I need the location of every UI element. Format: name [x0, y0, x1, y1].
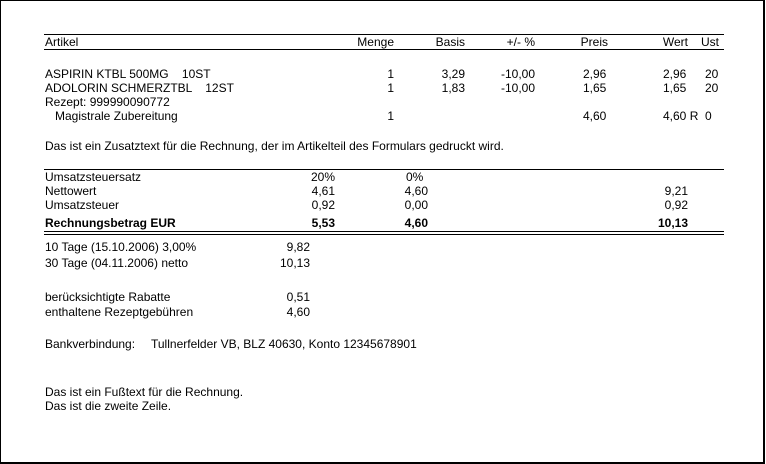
summary-c1: 4,61: [311, 184, 335, 198]
summary-label: Umsatzsteuer: [45, 198, 120, 212]
item-menge: 1: [387, 109, 394, 123]
summary-top-rule: [44, 169, 724, 170]
summary-c2: 0,00: [404, 198, 428, 212]
item-preis: 4,60: [583, 109, 607, 123]
header-bottom-rule: [44, 49, 724, 50]
item-preis: 1,65: [583, 81, 607, 95]
item-menge: 1: [387, 67, 394, 81]
discount-value: 0,51: [286, 290, 310, 304]
invoice-total-c1: 5,53: [311, 216, 335, 230]
item-ust: 20: [705, 67, 719, 81]
total-double-rule-2: [44, 234, 724, 235]
summary-label: Umsatzsteuersatz: [45, 170, 142, 184]
total-double-rule-1: [44, 231, 724, 232]
footer-line: Das ist ein Fußtext für die Rechnung.: [45, 385, 244, 399]
item-wert: 2,96: [663, 67, 687, 81]
col-wert: Wert: [662, 35, 688, 49]
item-ust: 20: [705, 81, 719, 95]
item-wert: 1,65: [663, 81, 687, 95]
col-rabatt: +/- %: [506, 35, 535, 49]
invoice-total-c2: 4,60: [404, 216, 428, 230]
term-label: 10 Tage (15.10.2006) 3,00%: [45, 240, 197, 254]
item-artikel: ADOLORIN SCHMERZTBL 12ST: [45, 81, 234, 95]
col-basis: Basis: [435, 35, 465, 49]
discount-label: berücksichtigte Rabatte: [45, 290, 171, 304]
item-preis: 2,96: [583, 67, 607, 81]
summary-total: 0,92: [664, 198, 688, 212]
summary-c2: 0%: [406, 170, 424, 184]
summary-total: 9,21: [664, 184, 688, 198]
col-menge: Menge: [357, 35, 394, 49]
zusatztext: Das ist ein Zusatztext für die Rechnung, der im Artikelteil des Formulars gedruckt wird.: [45, 139, 504, 153]
item-basis: 3,29: [441, 67, 465, 81]
term-label: 30 Tage (04.11.2006) netto: [45, 256, 189, 270]
col-artikel: Artikel: [45, 35, 79, 49]
bank-label: Bankverbindung:: [45, 337, 136, 351]
item-rezept: Rezept: 999990090772: [45, 95, 170, 109]
discount-value: 4,60: [286, 305, 310, 319]
invoice-total: 10,13: [657, 216, 688, 230]
item-rabatt: -10,00: [500, 67, 535, 81]
item-wert: 4,60 R: [663, 109, 699, 123]
item-artikel: Magistrale Zubereitung: [45, 109, 178, 123]
item-artikel: ASPIRIN KTBL 500MG 10ST: [45, 67, 211, 81]
item-ust: 0: [705, 109, 712, 123]
col-preis: Preis: [580, 35, 608, 49]
summary-c1: 20%: [310, 170, 335, 184]
footer-line: Das ist die zweite Zeile.: [45, 399, 172, 413]
summary-c1: 0,92: [311, 198, 335, 212]
bank-value: Tullnerfelder VB, BLZ 40630, Konto 12345678901: [151, 337, 417, 351]
discount-label: enthaltene Rezeptgebühren: [45, 305, 194, 319]
item-basis: 1,83: [441, 81, 465, 95]
term-value: 10,13: [279, 256, 310, 270]
item-rabatt: -10,00: [500, 81, 535, 95]
summary-label: Nettowert: [45, 184, 97, 198]
invoice-total-label: Rechnungsbetrag EUR: [45, 216, 176, 230]
item-menge: 1: [387, 81, 394, 95]
term-value: 9,82: [286, 240, 310, 254]
summary-c2: 4,60: [404, 184, 428, 198]
col-ust: Ust: [701, 35, 719, 49]
